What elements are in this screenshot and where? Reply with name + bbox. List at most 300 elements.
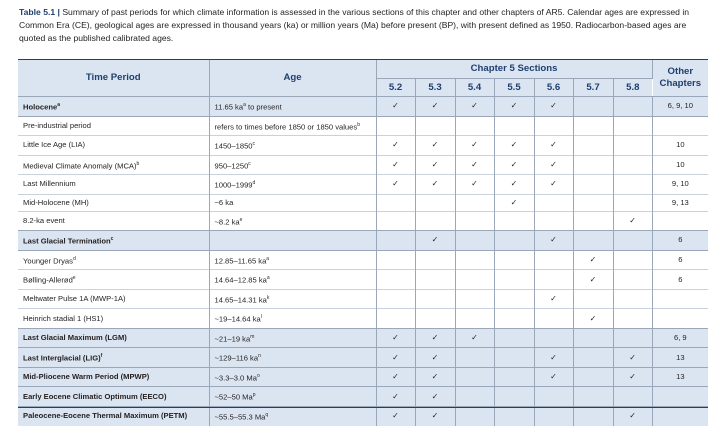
age-footnote: q [265, 411, 269, 418]
check-icon: ✓ [629, 411, 636, 421]
section-header-5-7: 5.7 [573, 79, 613, 97]
check-icon: ✓ [471, 179, 478, 189]
section-cell-5-6 [534, 406, 573, 425]
age-cell [209, 348, 376, 368]
section-cell-5-7 [573, 116, 613, 136]
check-icon: ✓ [431, 235, 439, 245]
age-cell [209, 367, 376, 387]
section-cell-5-3 [415, 367, 455, 387]
section-cell-5-6 [534, 270, 573, 290]
section-cell-5-7 [573, 136, 613, 156]
other-chapters-cell: 13 [652, 367, 708, 387]
section-cell-5-7 [573, 155, 613, 175]
period-footnote: c [110, 236, 114, 243]
age-value: 12.85–11.65 ka [214, 256, 267, 266]
period-footnote: b [136, 160, 140, 167]
section-cell-5-3 [415, 406, 455, 425]
check-icon: ✓ [392, 140, 399, 150]
other-chapters-cell [652, 116, 708, 136]
age-cell [209, 116, 376, 136]
section-cell-5-5 [494, 231, 534, 251]
section-cell-5-2 [376, 250, 415, 270]
age-cell [209, 136, 376, 156]
period-name: Early Eocene Climatic Optimum (EECO) [23, 391, 167, 401]
table-row [18, 194, 708, 211]
age-cell [209, 231, 376, 251]
age-cell [209, 387, 376, 407]
section-cell-5-8 [613, 289, 652, 309]
section-cell-5-8 [613, 136, 652, 156]
section-cell-5-4 [455, 136, 494, 156]
age-value: ~52–50 Ma [214, 392, 253, 402]
section-cell-5-4 [455, 289, 494, 309]
check-icon: ✓ [550, 352, 557, 362]
section-cell-5-8 [613, 175, 652, 195]
section-header-5-6: 5.6 [534, 79, 573, 97]
section-cell-5-3 [415, 309, 455, 329]
check-icon: ✓ [510, 101, 518, 111]
age-footnote: e [239, 216, 243, 223]
section-cell-5-6 [534, 116, 573, 136]
period-cell [18, 155, 209, 175]
section-cell-5-7 [573, 328, 613, 348]
period-name: 8.2-ka event [23, 215, 65, 225]
section-cell-5-5 [494, 175, 534, 195]
section-cell-5-6 [534, 175, 573, 195]
age-cell [209, 97, 376, 117]
section-cell-5-6 [534, 309, 573, 329]
check-icon: ✓ [392, 101, 399, 111]
section-cell-5-3 [415, 175, 455, 195]
period-name: Meltwater Pulse 1A (MWP-1A) [23, 294, 126, 304]
period-name: Last Interglacial (LIG) [23, 353, 101, 363]
table-row [18, 270, 708, 290]
section-cell-5-5 [494, 194, 534, 211]
age-value: 14.65–14.31 ka [214, 295, 267, 305]
section-cell-5-3 [415, 116, 455, 136]
period-name: Mid-Pliocene Warm Period (MPWP) [23, 372, 150, 382]
section-cell-5-4 [455, 328, 494, 348]
period-cell [18, 250, 209, 270]
age-value: refers to times before 1850 or 1850 values [214, 122, 358, 132]
period-footnote: d [72, 255, 76, 262]
age-value: ~21–19 ka [214, 334, 251, 344]
check-icon: ✓ [431, 372, 439, 382]
check-icon: ✓ [510, 159, 518, 169]
period-name: Last Millennium [23, 179, 76, 189]
other-chapters-cell: 6 [652, 250, 708, 270]
check-icon: ✓ [431, 101, 439, 111]
age-suffix: to present [245, 102, 282, 112]
section-cell-5-2 [376, 136, 415, 156]
section-cell-5-6 [534, 136, 573, 156]
table-row [18, 97, 708, 117]
check-icon: ✓ [392, 372, 399, 382]
period-cell [18, 194, 209, 211]
check-icon: ✓ [629, 352, 636, 362]
section-cell-5-7 [573, 387, 613, 407]
section-cell-5-7 [573, 250, 613, 270]
section-cell-5-8 [613, 194, 652, 211]
period-cell [18, 387, 209, 407]
age-value: ~3.3–3.0 Ma [214, 373, 257, 383]
section-cell-5-4 [455, 348, 494, 368]
section-cell-5-3 [415, 270, 455, 290]
section-cell-5-4 [455, 194, 494, 211]
section-cell-5-4 [455, 116, 494, 136]
age-cell [209, 289, 376, 309]
period-cell [18, 328, 209, 348]
section-cell-5-5 [494, 136, 534, 156]
other-chapters-cell: 6, 9 [652, 328, 708, 348]
section-cell-5-3 [415, 155, 455, 175]
period-cell [18, 211, 209, 231]
period-cell [18, 231, 209, 251]
check-icon: ✓ [471, 159, 478, 169]
check-icon: ✓ [629, 215, 636, 225]
check-icon: ✓ [550, 372, 557, 382]
check-icon: ✓ [550, 294, 557, 304]
section-cell-5-6 [534, 231, 573, 251]
section-cell-5-4 [455, 175, 494, 195]
other-chapters-cell [652, 211, 708, 231]
section-cell-5-7 [573, 194, 613, 211]
section-cell-5-6 [534, 387, 573, 407]
section-cell-5-2 [376, 211, 415, 231]
check-icon: ✓ [510, 197, 518, 207]
check-icon: ✓ [550, 159, 557, 169]
header-time-period: Time Period [18, 59, 209, 97]
period-cell [18, 289, 209, 309]
check-icon: ✓ [392, 391, 399, 401]
header-age: Age [209, 59, 376, 97]
caption-text: Summary of past periods for which climate information is assessed in the various sections of this chapter and other chapters of AR5. Calendar ages are expressed in Common Era (CE), geological ages are expressed in thousand years (ka) or million years (Ma) before present (BP), with present defined as 1950. Radiocarbon-based ages are quoted as the published calibrated ages. [19, 7, 690, 44]
other-chapters-cell: 13 [652, 348, 708, 368]
check-icon: ✓ [550, 101, 557, 111]
table-row [18, 348, 708, 368]
table-row [18, 175, 708, 195]
check-icon: ✓ [510, 179, 518, 189]
other-chapters-cell: 9, 10 [652, 175, 708, 195]
age-cell [209, 270, 376, 290]
section-cell-5-2 [376, 270, 415, 290]
period-cell [18, 97, 209, 117]
section-cell-5-2 [376, 155, 415, 175]
section-header-5-2: 5.2 [376, 79, 415, 97]
section-cell-5-5 [494, 116, 534, 136]
section-cell-5-5 [494, 348, 534, 368]
section-cell-5-7 [573, 270, 613, 290]
section-cell-5-2 [376, 194, 415, 211]
section-cell-5-2 [376, 387, 415, 407]
period-name: Younger Dryas [23, 256, 73, 266]
section-cell-5-2 [376, 367, 415, 387]
check-icon: ✓ [629, 372, 636, 382]
age-cell [209, 250, 376, 270]
header-chapter-sections: Chapter 5 Sections [376, 59, 652, 79]
age-value: ~55.5–55.3 Ma [214, 412, 266, 422]
check-icon: ✓ [431, 140, 439, 150]
period-name: Heinrich stadial 1 (HS1) [23, 313, 104, 323]
age-cell [209, 328, 376, 348]
age-footnote: a [266, 255, 270, 262]
period-cell [18, 309, 209, 329]
section-cell-5-7 [573, 97, 613, 117]
section-cell-5-5 [494, 309, 534, 329]
table-row [18, 406, 708, 425]
section-cell-5-3 [415, 97, 455, 117]
period-footnote: f [100, 353, 103, 360]
section-cell-5-7 [573, 367, 613, 387]
other-chapters-cell: 6, 9, 10 [652, 97, 708, 117]
age-value: 1450–1850 [214, 141, 253, 151]
period-cell [18, 175, 209, 195]
section-cell-5-5 [494, 155, 534, 175]
age-value: 950–1250 [214, 161, 249, 171]
age-value: ~19–14.64 ka [214, 314, 261, 324]
check-icon: ✓ [431, 391, 439, 401]
section-cell-5-8 [613, 328, 652, 348]
age-cell [209, 406, 376, 425]
age-value: 1000–1999 [214, 180, 253, 190]
section-cell-5-8 [613, 348, 652, 368]
section-cell-5-8 [613, 211, 652, 231]
section-cell-5-4 [455, 155, 494, 175]
check-icon: ✓ [431, 352, 439, 362]
other-chapters-cell: 9, 13 [652, 194, 708, 211]
check-icon: ✓ [431, 333, 439, 343]
period-footnote: e [72, 275, 76, 282]
section-cell-5-6 [534, 194, 573, 211]
section-cell-5-2 [376, 348, 415, 368]
other-chapters-cell: 6 [652, 270, 708, 290]
section-cell-5-3 [415, 289, 455, 309]
age-value: ~8.2 ka [214, 217, 240, 227]
table-row [18, 231, 708, 251]
section-cell-5-3 [415, 194, 455, 211]
period-name: Pre-industrial period [23, 120, 91, 130]
age-value: ~6 ka [214, 197, 234, 207]
check-icon: ✓ [392, 159, 399, 169]
age-cell [209, 155, 376, 175]
other-chapters-cell: 10 [652, 136, 708, 156]
check-icon: ✓ [392, 411, 399, 421]
section-cell-5-2 [376, 289, 415, 309]
section-cell-5-2 [376, 406, 415, 425]
table-caption [19, 6, 709, 46]
period-cell [18, 136, 209, 156]
section-cell-5-4 [455, 367, 494, 387]
other-chapters-cell: 6 [652, 231, 708, 251]
section-header-5-3: 5.3 [415, 79, 455, 97]
section-cell-5-4 [455, 270, 494, 290]
section-cell-5-4 [455, 211, 494, 231]
age-footnote: o [256, 372, 260, 379]
section-header-5-5: 5.5 [494, 79, 534, 97]
check-icon: ✓ [589, 313, 597, 323]
section-cell-5-4 [455, 309, 494, 329]
section-cell-5-2 [376, 231, 415, 251]
period-name: Mid-Holocene (MH) [23, 197, 89, 207]
check-icon: ✓ [550, 140, 557, 150]
section-cell-5-5 [494, 367, 534, 387]
section-cell-5-5 [494, 250, 534, 270]
age-footnote: l [260, 314, 262, 321]
section-cell-5-7 [573, 348, 613, 368]
section-cell-5-8 [613, 270, 652, 290]
section-cell-5-3 [415, 387, 455, 407]
section-cell-5-5 [494, 97, 534, 117]
period-cell [18, 270, 209, 290]
section-cell-5-7 [573, 309, 613, 329]
table-row [18, 116, 708, 136]
table-row [18, 250, 708, 270]
section-cell-5-8 [613, 250, 652, 270]
age-cell [209, 175, 376, 195]
header-other-chapters: Other Chapters [652, 59, 708, 97]
other-chapters-cell [652, 289, 708, 309]
check-icon: ✓ [471, 101, 478, 111]
section-cell-5-6 [534, 289, 573, 309]
other-chapters-cell: 10 [652, 155, 708, 175]
age-footnote: m [250, 333, 255, 340]
check-icon: ✓ [471, 140, 478, 150]
period-name: Holocene [23, 102, 58, 112]
section-cell-5-2 [376, 116, 415, 136]
check-icon: ✓ [392, 352, 399, 362]
table-body [18, 97, 708, 426]
section-cell-5-3 [415, 348, 455, 368]
period-name: Bølling-Allerød [23, 275, 73, 285]
check-icon: ✓ [550, 235, 557, 245]
section-cell-5-3 [415, 231, 455, 251]
check-icon: ✓ [589, 274, 597, 284]
period-name: Last Glacial Maximum (LGM) [23, 333, 127, 343]
section-cell-5-6 [534, 348, 573, 368]
age-footnote: a [266, 275, 270, 282]
section-cell-5-8 [613, 309, 652, 329]
age-value: 11.65 ka [214, 102, 244, 112]
section-cell-5-4 [455, 406, 494, 425]
section-cell-5-8 [613, 367, 652, 387]
age-cell [209, 194, 376, 211]
age-cell [209, 309, 376, 329]
age-footnote: p [252, 392, 256, 399]
section-cell-5-7 [573, 231, 613, 251]
section-cell-5-3 [415, 211, 455, 231]
section-cell-5-3 [415, 250, 455, 270]
section-cell-5-4 [455, 387, 494, 407]
section-cell-5-4 [455, 250, 494, 270]
section-cell-5-6 [534, 367, 573, 387]
section-cell-5-2 [376, 309, 415, 329]
section-cell-5-5 [494, 211, 534, 231]
age-footnote: k [266, 294, 270, 301]
check-icon: ✓ [431, 159, 439, 169]
period-name: Last Glacial Termination [23, 236, 111, 246]
section-cell-5-3 [415, 136, 455, 156]
section-cell-5-2 [376, 175, 415, 195]
section-cell-5-8 [613, 231, 652, 251]
section-cell-5-6 [534, 155, 573, 175]
table-row [18, 289, 708, 309]
table-row [18, 155, 708, 175]
age-footnote: c [248, 160, 251, 167]
section-cell-5-3 [415, 328, 455, 348]
check-icon: ✓ [471, 333, 478, 343]
table-row [18, 328, 708, 348]
period-name: Paleocene-Eocene Thermal Maximum (PETM) [23, 411, 188, 421]
section-cell-5-5 [494, 387, 534, 407]
section-cell-5-5 [494, 270, 534, 290]
period-cell [18, 348, 209, 368]
section-cell-5-6 [534, 328, 573, 348]
section-cell-5-5 [494, 289, 534, 309]
table-row [18, 367, 708, 387]
check-icon: ✓ [550, 179, 557, 189]
section-cell-5-2 [376, 97, 415, 117]
section-cell-5-8 [613, 155, 652, 175]
check-icon: ✓ [589, 254, 597, 264]
age-value: 14.64–12.85 ka [214, 275, 267, 285]
other-chapters-cell [652, 406, 708, 425]
section-cell-5-5 [494, 406, 534, 425]
table-label: Table 5.1 | [19, 7, 60, 17]
section-cell-5-6 [534, 97, 573, 117]
period-cell [18, 406, 209, 425]
check-icon: ✓ [431, 411, 439, 421]
period-name: Little Ice Age (LIA) [23, 140, 86, 150]
table-row [18, 309, 708, 329]
climate-periods-table [18, 59, 708, 426]
section-header-5-4: 5.4 [455, 79, 494, 97]
other-chapters-cell [652, 309, 708, 329]
table-row [18, 387, 708, 407]
section-cell-5-8 [613, 116, 652, 136]
section-cell-5-6 [534, 250, 573, 270]
section-cell-5-4 [455, 231, 494, 251]
age-cell [209, 211, 376, 231]
period-footnote: a [57, 102, 60, 108]
section-cell-5-6 [534, 211, 573, 231]
age-footnote: d [252, 180, 256, 187]
age-footnote: a [243, 102, 246, 108]
period-name: Medieval Climate Anomaly (MCA) [23, 161, 137, 171]
section-cell-5-7 [573, 289, 613, 309]
section-cell-5-7 [573, 406, 613, 425]
section-cell-5-4 [455, 97, 494, 117]
check-icon: ✓ [431, 179, 439, 189]
section-cell-5-8 [613, 97, 652, 117]
age-footnote: c [252, 141, 256, 148]
section-cell-5-7 [573, 175, 613, 195]
age-footnote: b [357, 121, 360, 128]
period-cell [18, 116, 209, 136]
period-cell [18, 367, 209, 387]
check-icon: ✓ [392, 179, 399, 189]
section-cell-5-2 [376, 328, 415, 348]
section-header-5-8: 5.8 [613, 79, 652, 97]
check-icon: ✓ [392, 333, 399, 343]
age-value: ~129–116 ka [214, 353, 259, 363]
section-cell-5-8 [613, 387, 652, 407]
table-row [18, 136, 708, 156]
age-footnote: n [258, 353, 261, 360]
section-cell-5-5 [494, 328, 534, 348]
table-row [18, 211, 708, 231]
section-cell-5-7 [573, 211, 613, 231]
section-cell-5-8 [613, 406, 652, 425]
